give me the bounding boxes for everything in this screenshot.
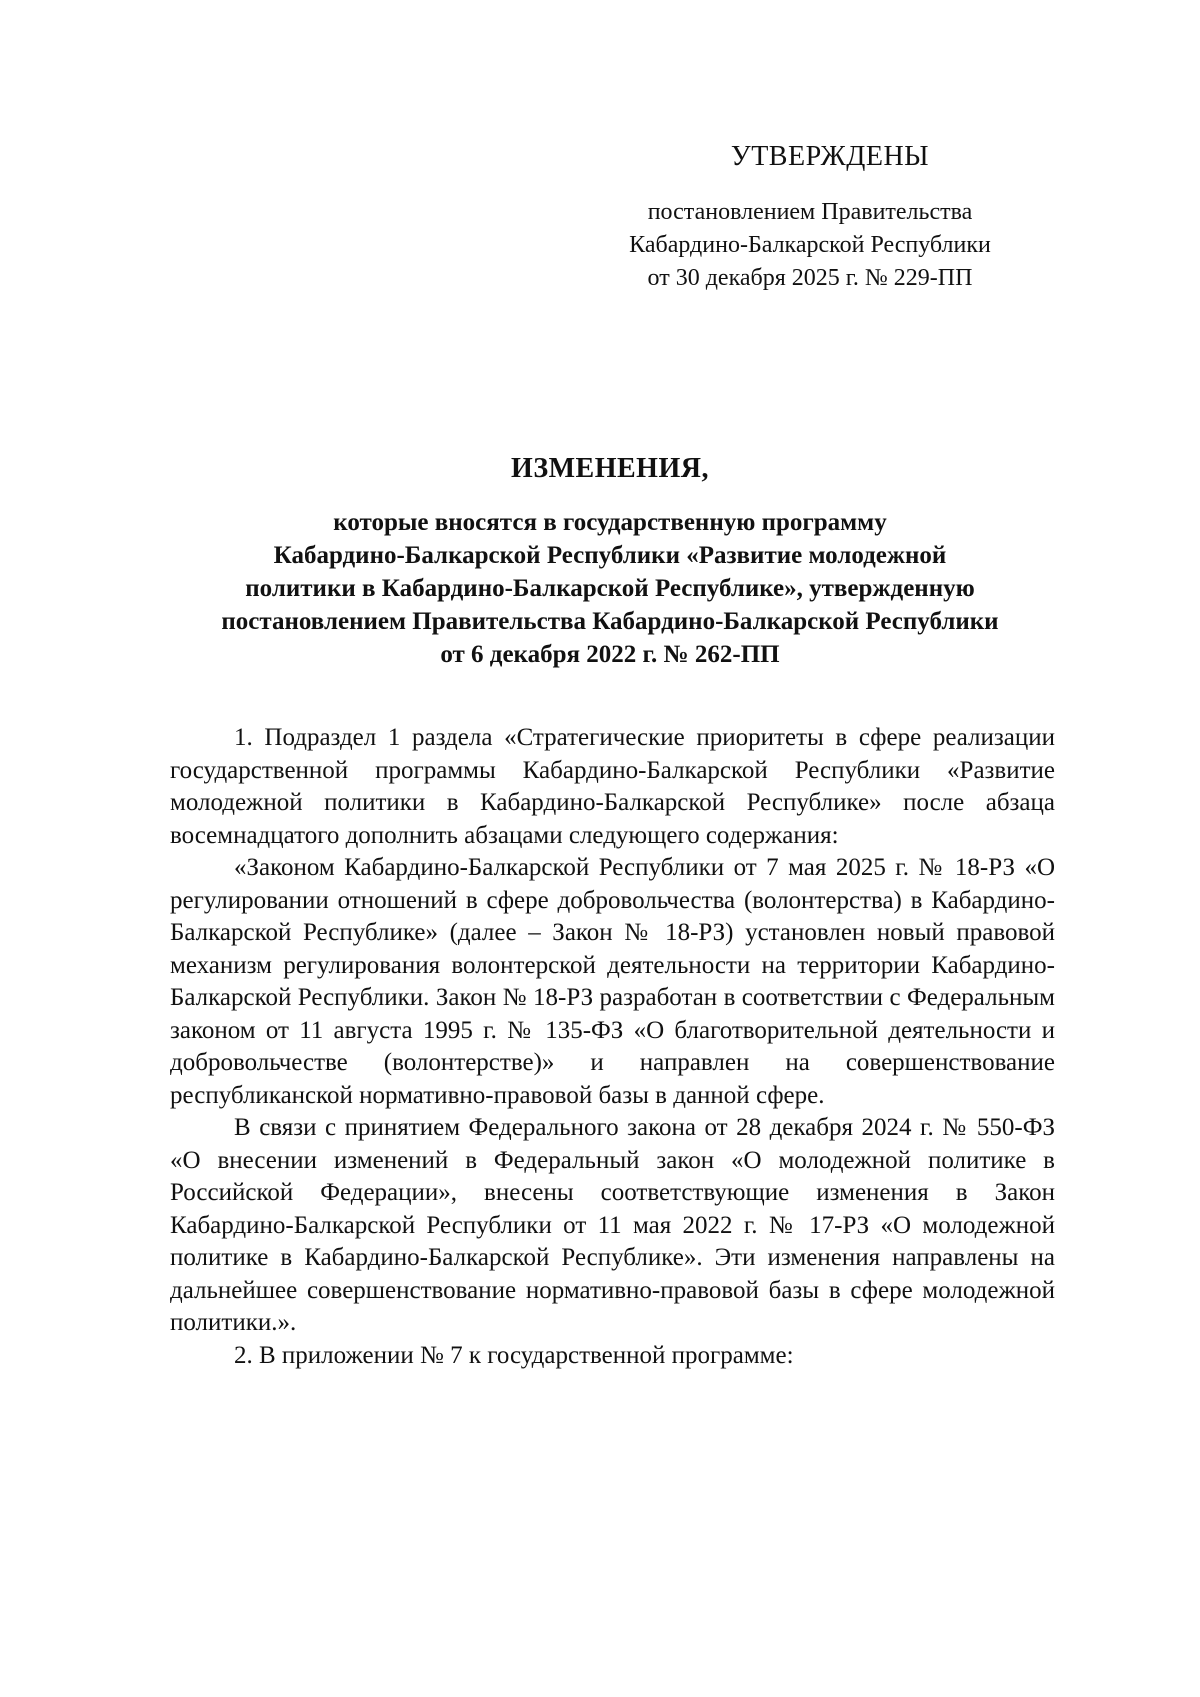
paragraph-4: 2. В приложении № 7 к государственной программе: <box>234 1341 794 1369</box>
document-heading <box>160 452 1060 671</box>
heading-line-4: постановлением Правительства Кабардино-Балкарской Республики <box>221 607 999 635</box>
paragraph-3: В связи с принятием Федерального закона от 28 декабря 2024 г. № 550-ФЗ «О внесении изменений в Федеральный закон «О молодежной политике в Российской Федерации», внесены соответствующие изменения в Закон Кабардино-Балкарской Республики от 11 мая 2022 г. № 17-РЗ «О молодежной политике в Кабардино-Балкарской Республике». Эти изменения направлены на дальнейшее совершенствование нормативно-правовой базы в сфере молодежной политики.». <box>170 1114 1055 1336</box>
document-body <box>170 722 1055 1372</box>
approval-line-3: от 30 декабря 2025 г. № 229-ПП <box>647 264 973 291</box>
heading-title: ИЗМЕНЕНИЯ, <box>511 453 709 484</box>
approval-title: УТВЕРЖДЕНЫ <box>730 141 930 172</box>
heading-line-1: которые вносятся в государственную программу <box>333 508 887 536</box>
approval-line-2: Кабардино-Балкарской Республики <box>629 231 991 258</box>
heading-line-5: от 6 декабря 2022 г. № 262-ПП <box>440 640 780 668</box>
heading-line-3: политики в Кабардино-Балкарской Республике», утвержденную <box>245 574 975 602</box>
paragraph-1: 1. Подраздел 1 раздела «Стратегические приоритеты в сфере реализации государственной программы Кабардино-Балкарской Республики «Развитие молодежной политики в Кабардино-Балкарской Республике» после абзаца восемнадцатого дополнить абзацами следующего содержания: <box>170 724 1055 849</box>
approval-line-1: постановлением Правительства <box>647 198 973 225</box>
paragraph-2: «Законом Кабардино-Балкарской Республики от 7 мая 2025 г. № 18-РЗ «О регулировании отношений в сфере добровольчества (волонтерства) в Кабардино-Балкарской Республике» (далее – Закон № 18-РЗ) установлен новый правовой механизм регулирования волонтерской деятельности на территории Кабардино-Балкарской Республики. Закон № 18-РЗ разработан в соответствии с Федеральным законом от 11 августа 1995 г. № 135-ФЗ «О благотворительной деятельности и добровольчестве (волонтерстве)» и направлен на совершенствование республиканской нормативно-правовой базы в данной сфере. <box>170 854 1055 1109</box>
heading-line-2: Кабардино-Балкарской Республики «Развитие молодежной <box>273 541 947 569</box>
approval-block <box>560 140 1060 295</box>
